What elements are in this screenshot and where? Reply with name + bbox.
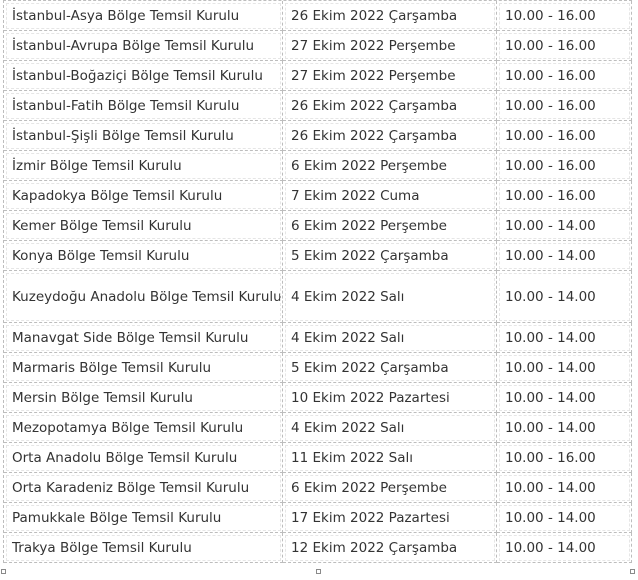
council-name-cell[interactable]: Mezopotamya Bölge Temsil Kurulu	[4, 413, 283, 443]
meeting-date-cell[interactable]: 4 Ekim 2022 Salı	[283, 323, 497, 353]
resize-handle-bottom-left[interactable]	[1, 569, 6, 574]
council-name-cell[interactable]: İzmir Bölge Temsil Kurulu	[4, 151, 283, 181]
meeting-time-cell[interactable]: 10.00 - 14.00	[497, 211, 632, 241]
council-name-cell[interactable]: İstanbul-Fatih Bölge Temsil Kurulu	[4, 91, 283, 121]
council-name-cell[interactable]: Trakya Bölge Temsil Kurulu	[4, 533, 283, 563]
council-name-cell[interactable]: İstanbul-Asya Bölge Temsil Kurulu	[4, 1, 283, 31]
table-row	[4, 61, 632, 91]
meeting-date-cell[interactable]: 26 Ekim 2022 Çarşamba	[283, 121, 497, 151]
resize-handle-bottom-center[interactable]	[316, 569, 321, 574]
meeting-date-cell[interactable]: 11 Ekim 2022 Salı	[283, 443, 497, 473]
meeting-time-cell[interactable]: 10.00 - 14.00	[497, 323, 632, 353]
table-row	[4, 121, 632, 151]
meeting-date-cell[interactable]: 26 Ekim 2022 Çarşamba	[283, 1, 497, 31]
meeting-time-cell[interactable]: 10.00 - 16.00	[497, 61, 632, 91]
table-row	[4, 413, 632, 443]
meeting-time-cell[interactable]: 10.00 - 14.00	[497, 241, 632, 271]
council-name-cell[interactable]: İstanbul-Avrupa Bölge Temsil Kurulu	[4, 31, 283, 61]
meeting-time-cell[interactable]: 10.00 - 16.00	[497, 121, 632, 151]
meeting-time-cell[interactable]: 10.00 - 16.00	[497, 1, 632, 31]
meeting-date-cell[interactable]: 5 Ekim 2022 Çarşamba	[283, 241, 497, 271]
meeting-date-cell[interactable]: 6 Ekim 2022 Perşembe	[283, 211, 497, 241]
meeting-time-cell[interactable]: 10.00 - 14.00	[497, 353, 632, 383]
meeting-time-cell[interactable]: 10.00 - 14.00	[497, 533, 632, 563]
council-name-cell[interactable]: Manavgat Side Bölge Temsil Kurulu	[4, 323, 283, 353]
table-row	[4, 91, 632, 121]
table-row	[4, 211, 632, 241]
meeting-date-cell[interactable]: 4 Ekim 2022 Salı	[283, 271, 497, 323]
resize-handle-bottom-right[interactable]	[630, 569, 635, 574]
meeting-date-cell[interactable]: 5 Ekim 2022 Çarşamba	[283, 353, 497, 383]
meeting-time-cell[interactable]: 10.00 - 16.00	[497, 181, 632, 211]
schedule-table[interactable]	[3, 0, 632, 563]
table-row	[4, 383, 632, 413]
table-row	[4, 323, 632, 353]
council-name-cell[interactable]: Orta Karadeniz Bölge Temsil Kurulu	[4, 473, 283, 503]
table-row	[4, 241, 632, 271]
council-name-cell[interactable]: Orta Anadolu Bölge Temsil Kurulu	[4, 443, 283, 473]
table-row	[4, 353, 632, 383]
meeting-date-cell[interactable]: 10 Ekim 2022 Pazartesi	[283, 383, 497, 413]
council-name-cell[interactable]: Marmaris Bölge Temsil Kurulu	[4, 353, 283, 383]
meeting-time-cell[interactable]: 10.00 - 14.00	[497, 413, 632, 443]
council-name-cell[interactable]: Mersin Bölge Temsil Kurulu	[4, 383, 283, 413]
table-row	[4, 181, 632, 211]
table-editor-frame	[3, 0, 631, 571]
meeting-date-cell[interactable]: 26 Ekim 2022 Çarşamba	[283, 91, 497, 121]
council-name-cell[interactable]: Kuzeydoğu Anadolu Bölge Temsil Kurulu	[4, 271, 283, 323]
council-name-cell[interactable]: İstanbul-Şişli Bölge Temsil Kurulu	[4, 121, 283, 151]
table-row	[4, 533, 632, 563]
council-name-cell[interactable]: İstanbul-Boğaziçi Bölge Temsil Kurulu	[4, 61, 283, 91]
meeting-time-cell[interactable]: 10.00 - 16.00	[497, 443, 632, 473]
meeting-date-cell[interactable]: 4 Ekim 2022 Salı	[283, 413, 497, 443]
council-name-cell[interactable]: Konya Bölge Temsil Kurulu	[4, 241, 283, 271]
meeting-time-cell[interactable]: 10.00 - 16.00	[497, 91, 632, 121]
council-name-cell[interactable]: Kemer Bölge Temsil Kurulu	[4, 211, 283, 241]
council-name-cell[interactable]: Pamukkale Bölge Temsil Kurulu	[4, 503, 283, 533]
table-row	[4, 31, 632, 61]
meeting-date-cell[interactable]: 27 Ekim 2022 Perşembe	[283, 31, 497, 61]
table-row	[4, 473, 632, 503]
table-row	[4, 151, 632, 181]
meeting-date-cell[interactable]: 6 Ekim 2022 Perşembe	[283, 473, 497, 503]
meeting-date-cell[interactable]: 7 Ekim 2022 Cuma	[283, 181, 497, 211]
meeting-time-cell[interactable]: 10.00 - 16.00	[497, 31, 632, 61]
meeting-time-cell[interactable]: 10.00 - 14.00	[497, 503, 632, 533]
table-row	[4, 1, 632, 31]
meeting-date-cell[interactable]: 6 Ekim 2022 Perşembe	[283, 151, 497, 181]
meeting-time-cell[interactable]: 10.00 - 14.00	[497, 473, 632, 503]
meeting-date-cell[interactable]: 27 Ekim 2022 Perşembe	[283, 61, 497, 91]
council-name-cell[interactable]: Kapadokya Bölge Temsil Kurulu	[4, 181, 283, 211]
meeting-time-cell[interactable]: 10.00 - 14.00	[497, 383, 632, 413]
meeting-date-cell[interactable]: 17 Ekim 2022 Pazartesi	[283, 503, 497, 533]
meeting-time-cell[interactable]: 10.00 - 14.00	[497, 271, 632, 323]
meeting-date-cell[interactable]: 12 Ekim 2022 Çarşamba	[283, 533, 497, 563]
table-row	[4, 443, 632, 473]
meeting-time-cell[interactable]: 10.00 - 16.00	[497, 151, 632, 181]
table-row	[4, 503, 632, 533]
table-row	[4, 271, 632, 323]
